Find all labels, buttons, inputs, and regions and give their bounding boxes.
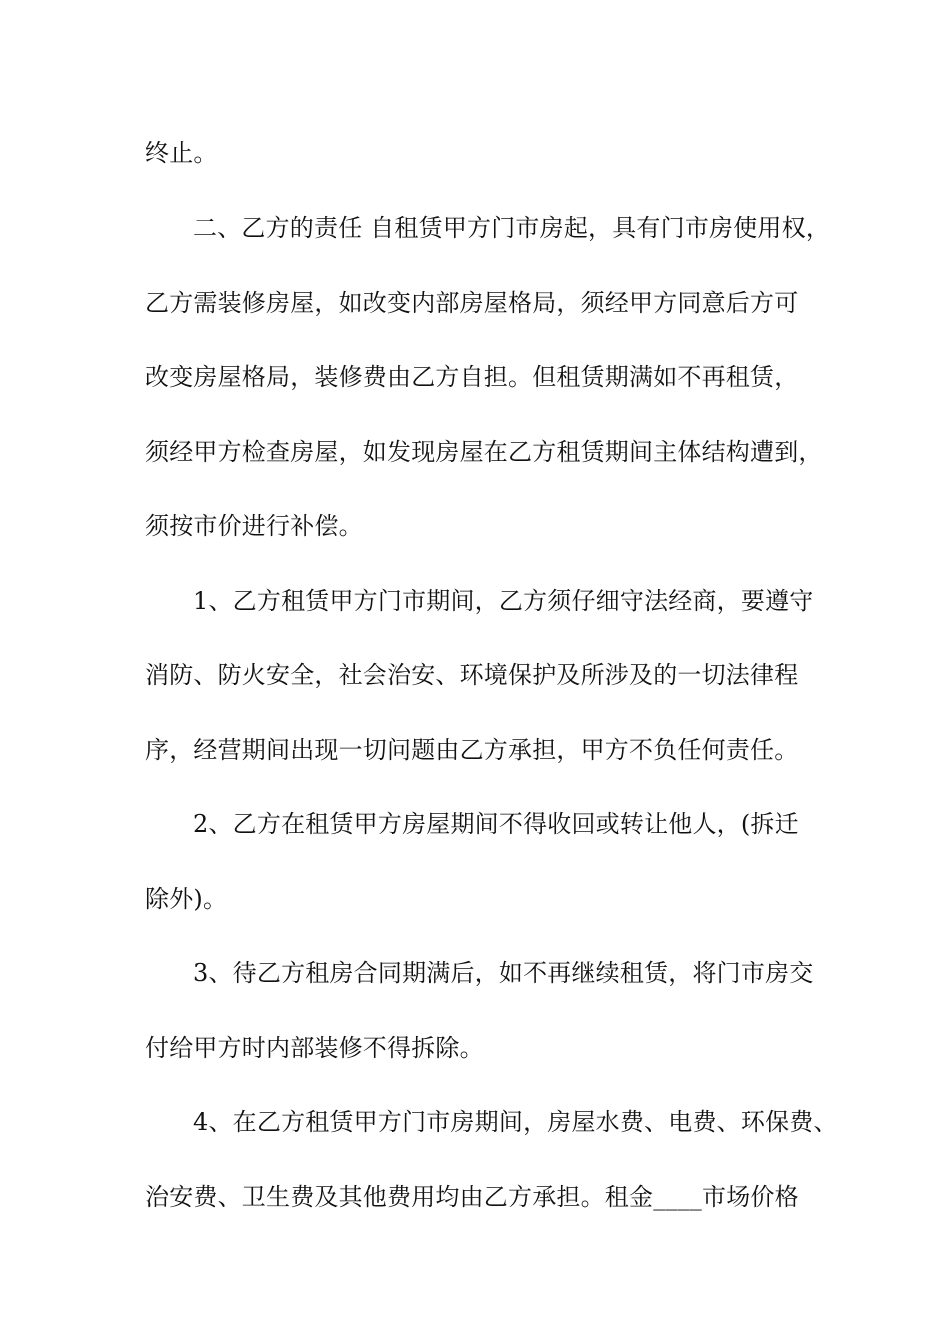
text-line: 付给甲方时内部装修不得拆除。 bbox=[145, 1034, 484, 1062]
text-line: 治安费、卫生费及其他费用均由乙方承担。租金____市场价格 bbox=[145, 1183, 799, 1211]
clause-4-line: 4、在乙方租赁甲方门市房期间，房屋水费、电费、环保费、 bbox=[193, 1108, 838, 1136]
section-heading-line: 二、乙方的责任 自租赁甲方门市房起，具有门市房使用权， bbox=[193, 214, 831, 242]
text-line: 除外)。 bbox=[145, 885, 228, 913]
text-line: 须经甲方检查房屋，如发现房屋在乙方租赁期间主体结构遭到， bbox=[145, 438, 823, 466]
text-line: 须按市价进行补偿。 bbox=[145, 512, 363, 540]
clause-3-line: 3、待乙方租房合同期满后，如不再继续租赁，将门市房交 bbox=[193, 959, 814, 987]
text-line: 序，经营期间出现一切问题由乙方承担，甲方不负任何责任。 bbox=[145, 736, 799, 764]
text-line: 改变房屋格局，装修费由乙方自担。但租赁期满如不再租赁， bbox=[145, 363, 799, 391]
text-line: 乙方需装修房屋，如改变内部房屋格局，须经甲方同意后方可 bbox=[145, 289, 799, 317]
clause-1-line: 1、乙方租赁甲方门市期间，乙方须仔细守法经商，要遵守 bbox=[193, 587, 814, 615]
clause-2-line: 2、乙方在租赁甲方房屋期间不得收回或转让他人，(拆迁 bbox=[193, 810, 799, 838]
text-line: 消防、防火安全，社会治安、环境保护及所涉及的一切法律程 bbox=[145, 661, 799, 689]
text-line: 终止。 bbox=[145, 139, 218, 167]
